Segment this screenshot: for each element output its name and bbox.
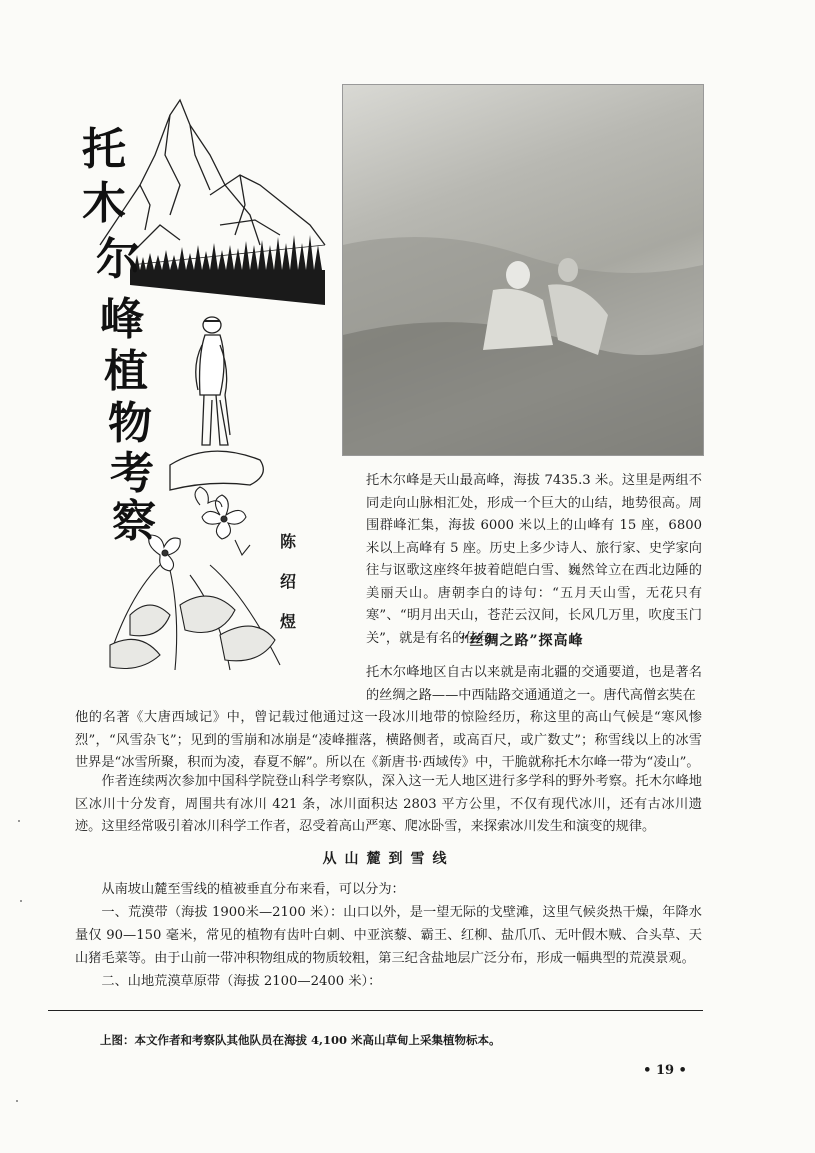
section-heading-silk-road: “丝绸之路”探高峰	[460, 633, 584, 649]
title-char-6: 物	[108, 398, 152, 449]
scan-speck	[18, 820, 20, 822]
title-char-3: 尔	[96, 234, 140, 285]
title-char-8: 察	[112, 496, 156, 547]
silk-road-paragraph-cont: 他的名著《大唐西域记》中，曾记载过他通过这一段冰川地带的惊险经历，称这里的高山气候是“寒风惨烈”，“风雪杂飞”；见到的雪崩和冰崩是“凌峰摧落，横路侧者，或高百尺，或广数丈”；称雪线以上的冰雪世界是“冰雪所聚，积而为凌，春夏不解”。所以在《新唐书·西域传》中，干脆就称托木尔峰一带为“凌山”。	[75, 710, 702, 770]
author-char: 陈	[279, 532, 296, 551]
title-char-7: 考	[110, 448, 154, 499]
vegetation-section	[75, 878, 702, 993]
title-char-5: 植	[104, 346, 148, 397]
title-char-2: 木	[82, 178, 126, 229]
scan-speck	[20, 900, 22, 902]
title-char-1: 托	[82, 124, 126, 175]
author-char: 煜	[279, 612, 296, 631]
expedition-paragraph: 作者连续两次参加中国科学院登山科学考察队，深入这一无人地区进行多学科的野外考察。托木尔峰地区冰川十分发育，周围共有冰川 421 条，冰川面积达 2803 平方公里，不仅有现代冰川，还有古冰川遗迹。这里经常吸引着冰川科学工作者，忍受着高山严寒、爬冰卧雪，来探索冰川发生和演变的规律。	[75, 774, 702, 834]
footnote-divider	[48, 1010, 703, 1011]
vegetation-zone-1: 一、荒漠带（海拔 1900米—2100 米）：山口以外，是一望无际的戈壁滩，这里气候炎热干燥，年降水量仅 90—150 毫米，常见的植物有齿叶白刺、中亚滨藜、霸王、红柳、盐爪爪、无叶假木贼、合头草、天山猪毛菜等。由于山前一带冲积物组成的物质较粗，第三纪含盐地层广泛分布，形成一幅典型的荒漠景观。	[75, 905, 702, 966]
author-char: 绍	[279, 572, 296, 591]
field-photo	[342, 84, 704, 456]
section-heading-foothills: 从山麓到雪线	[322, 851, 455, 867]
scan-speck	[16, 1100, 18, 1102]
photo-scene	[343, 85, 703, 455]
photo-caption: 上图：本文作者和考察队其他队员在海拔 4,100 米高山草甸上采集植物标本。	[100, 1033, 501, 1047]
author-name	[276, 522, 300, 642]
intro-paragraph: 托木尔峰是天山最高峰，海拔 7435.3 米。这里是两组不同走向山脉相汇处，形成一个巨大的山结，地势很高。周围群峰汇集，海拔 6000 米以上的山峰有 15 座，6800米以上高峰有 5 座。历史上多少诗人、旅行家、史学家向往与讴歌这座终年披着皑皑白雪、巍然耸立在西北边陲的美丽天山。唐朝李白的诗句：“五月天山雪，无花只有寒”、“明月出天山，苍茫云汉间，长风几万里，吹度玉门关”，就是有名的佳句。	[366, 473, 702, 646]
vegetation-intro: 从南坡山麓至雪线的植被垂直分布来看，可以分为：	[101, 882, 405, 897]
silk-road-paragraph-start: 托木尔峰地区自古以来就是南北疆的交通要道，也是著名的丝绸之路——中西陆路交通通道之一。唐代高僧玄奘在	[366, 665, 702, 703]
vegetation-zone-2: 二、山地荒漠草原带（海拔 2100—2400 米）：	[101, 974, 382, 989]
page-number: • 19 •	[643, 1063, 687, 1078]
title-char-4: 峰	[100, 294, 144, 345]
